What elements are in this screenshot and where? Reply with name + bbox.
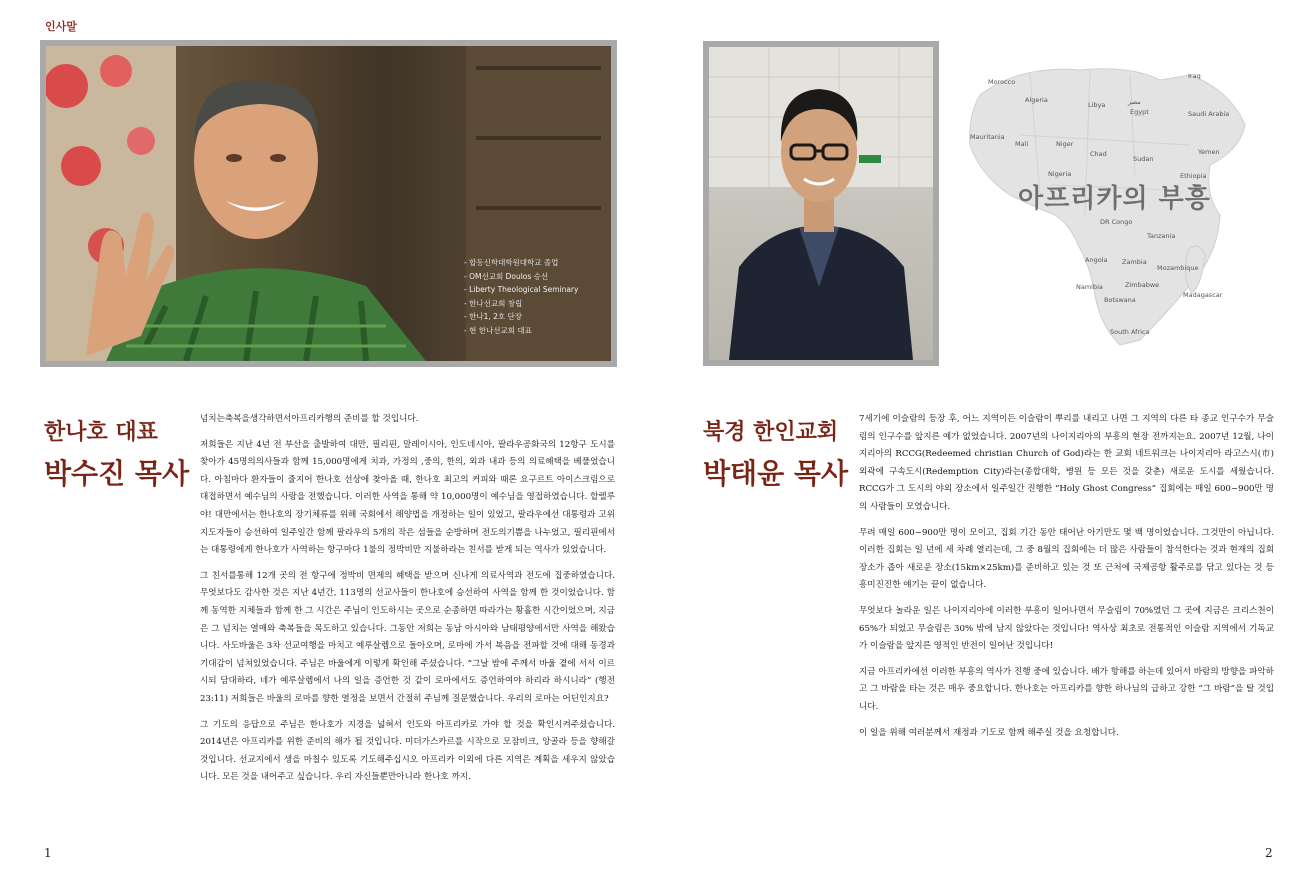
- map-label: Angola: [1085, 256, 1108, 264]
- map-label: Saudi Arabia: [1188, 110, 1230, 118]
- map-label: Iraq: [1188, 72, 1201, 80]
- left-body-text: [200, 411, 615, 795]
- page-number-right: 2: [1265, 846, 1273, 860]
- paragraph: 이 일을 위해 여러분께서 재정과 기도로 함께 해주실 것을 요청합니다.: [859, 727, 1119, 738]
- paragraph: 그 친서를통해 12개 곳의 전 항구에 정박비 면제의 혜택을 받으며 신나게 의료사역과 전도에 집중하였습니다. 무엇보다도 감사한 것은 지난 4년간, 113명의 선교사들이 한나호에 승선하여 사역을 함께 한 것이었습니다. 함께 동역한 지체들과 함께 한 그 시간은 주님이 인도하시는 곳으로 순종하면 따라가는 황홀한 시간이었으며, 지금은 그 넘치는 열매와 축복들을 목도하고 있습니다. 그동안 저희는 동남 아시아와 남태평양에서만 사역을 해왔습니다. 사도바울은 3차 선교여행을 마치고 예루살렘으로 돌아오며, 로마에 가서 복음을 전파할 것에 대해 동경과 기대감이 넘쳐있었습니다. 주님은 바울에게 이렇게 확인해 주셨습니다. “그날 밤에 주께서 바울 곁에 서서 이르시되 담대하라, 네가 예루살렘에서 나의 일을 증언한 것 같이 로마에서도 증언하여야 하리라 하시니라” (행전 23:11) 저희들은 바울의 로마를 향한 열정을 보면서 간절히 주님께 질문했습니다. 우리의 로마는 어딘인지요?: [200, 570, 615, 704]
- map-label: Mozambique: [1157, 264, 1199, 272]
- map-label: Botswana: [1104, 296, 1136, 304]
- map-label: Chad: [1090, 150, 1107, 158]
- section-label: 인사말: [45, 20, 77, 33]
- paragraph: 7세기에 이슬람의 등장 후, 어느 지역이든 이슬람이 뿌리를 내리고 나면 그 지역의 다른 타 종교 인구수가 무슬림의 인구수를 앞지른 예가 없었습니다. 2007년의 나이지리아의 부흥의 현장 전까지는요. 2007년 12월, 나이지리아의 RCCG(Redeemed christian Church of God)라는 한 교회 네트워크는 나이지리아 라고스시(市) 외곽에 구속도시(Redemption City)라는(종합대학, 병원 등 모든 것을 갖춘) 새로운 도시를 세웠습니다. RCCG가 그 도시의 야외 장소에서 일주일간 진행한 “Holy Ghost Congress” 집회에는 매일 600~900만 명의 사람들이 모였습니다.: [859, 414, 1274, 512]
- paragraph: 넘치는축복을생각하면서아프리카행의 준비를 할 것입니다.: [200, 414, 419, 424]
- credential-item: - 한나선교회 창립: [464, 298, 523, 308]
- right-heading-main: 박태윤 목사: [703, 457, 848, 490]
- map-label: Sudan: [1133, 155, 1154, 163]
- map-label: Madagascar: [1183, 291, 1223, 299]
- map-label: South Africa: [1110, 328, 1150, 336]
- credential-item: - 한나1, 2호 단장: [464, 312, 523, 321]
- map-label: DR Congo: [1100, 218, 1133, 226]
- map-label: Ethiopia: [1180, 172, 1207, 180]
- right-body-text: [859, 411, 1274, 750]
- map-label: Mali: [1015, 140, 1029, 148]
- map-label: Nigeria: [1048, 170, 1072, 178]
- page-number-left: 1: [44, 846, 52, 860]
- map-label: Tanzania: [1147, 232, 1176, 240]
- credential-item: - 현 한나선교회 대표: [464, 325, 532, 335]
- map-label: Libya: [1088, 101, 1106, 109]
- map-title: 아프리카의 부흥: [1018, 184, 1211, 214]
- photo-illustration-2: [709, 47, 933, 360]
- map-label: Niger: [1056, 140, 1074, 148]
- credential-item: - Liberty Theological Seminary: [464, 285, 579, 294]
- pastor-park-taeyun-photo: [703, 41, 939, 366]
- left-heading-sub: 한나호 대표: [44, 420, 158, 445]
- left-heading-main: 박수진 목사: [44, 457, 189, 490]
- paragraph: 무려 매일 600~900만 명이 모이고, 집회 기간 동안 태어난 아기만도 몇 백 명이었습니다. 그것만이 아닙니다. 이러한 집회는 일 년에 세 차례 열리는데, 그 중 8월의 집회에는 더 많은 사람들이 참석한다는 것과 현재의 집회 장소가 좁아 새로운 장소(15km×25km)를 준비하고 있는 것 또 근처에 국제공항 활주로를 닦고 있다는 것 등 흥미진진한 얘기는 끝이 없습니다.: [859, 527, 1274, 591]
- credential-item: - OM선교회 Doulos 승선: [464, 271, 549, 281]
- paragraph: 무엇보다 놀라운 일은 나이지리아에 이러한 부흥이 일어나면서 무슬림이 70%였던 그 곳에 지금은 크리스천이 65%가 되었고 무슬림은 30% 밖에 남지 않았다는 것입니다! 역사상 최초로 전통적인 이슬람 지역에서 기독교가 이슬람을 앞지른 영적인 반전이 일어난 것입니다!: [859, 605, 1274, 652]
- paragraph: 저희들은 지난 4년 전 부산을 출발하여 대만, 필리핀, 말레이시아, 인도네시아, 팔라우공화국의 12항구 도시를 찾아가 45명의의사들과 함께 15,000명에게 치과, 가정의 ,중의, 한의, 외과 내과 등의 의료혜택을 베풀었습니다. 아침마다 환자들이 줄지어 한나호 선상에 찾아올 때, 한나호 최고의 커피와 때론 요구르트 아이스크림으로 대접하면서 예수님의 사랑을 전했습니다. 이러한 사역을 통해 약 10,000명이 예수님을 영접하였습니다. 할렐루야! 대만에서는 한나호의 장기체류를 위해 국회에서 해양법을 개정하는 일이 있었고, 팔라우에선 대통령과 고위 지도자들이 승선하여 일주일간 함께 팔라우의 5개의 작은 섬들을 순방하며 전도의기쁨을 나누었고, 필리핀에서는 대통령에게 한나호가 사역하는 항구마다 1불의 정박비만 지불하라는 친서를 받게 되는 역사가 있었습니다.: [200, 439, 615, 556]
- paragraph: 그 기도의 응답으로 주님은 한나호가 지경을 넓혀서 인도와 아프리카로 가야 할 것을 확인시켜주셨습니다. 2014년은 아프리카를 위한 준비의 해가 될 것입니다. 미더가스카르를 시작으로 모잠비크, 앙골라 등을 향해갈 것입니다. 선교지에서 생을 마칠수 있도록 기도해주십시오 아프리카 이외에 다른 지역은 계획을 세우지 않았습니다. 모든 것을 내어주고 싶습니다. 우리 자신들뿐만아니라 한나호 까지.: [200, 719, 615, 783]
- map-label: Zambia: [1122, 258, 1147, 266]
- map-label: Namibia: [1076, 283, 1103, 291]
- pastor-park-sujin-photo: [40, 40, 617, 367]
- map-label: Yemen: [1198, 148, 1220, 156]
- credentials-list: [464, 256, 578, 337]
- map-label: Zimbabwe: [1125, 281, 1160, 289]
- map-label: مصر: [1128, 98, 1141, 106]
- map-label: Morocco: [988, 78, 1016, 86]
- paragraph: 지금 아프리카에선 이러한 부흥의 역사가 진행 중에 있습니다. 배가 항해를 하는데 있어서 바람의 방향을 파악하고 그 바람을 타는 것은 매우 중요합니다. 한나호는 아프리카를 향한 하나님의 급하고 강한 “그 바람”을 탈 것입니다.: [859, 666, 1274, 712]
- credential-item: - 합동신학대학원대학교 졸업: [464, 258, 559, 267]
- right-heading-sub: 북경 한인교회: [703, 420, 839, 445]
- map-label: Algeria: [1025, 96, 1048, 104]
- map-label: Mauritania: [970, 133, 1005, 141]
- map-label: Egypt: [1130, 108, 1149, 116]
